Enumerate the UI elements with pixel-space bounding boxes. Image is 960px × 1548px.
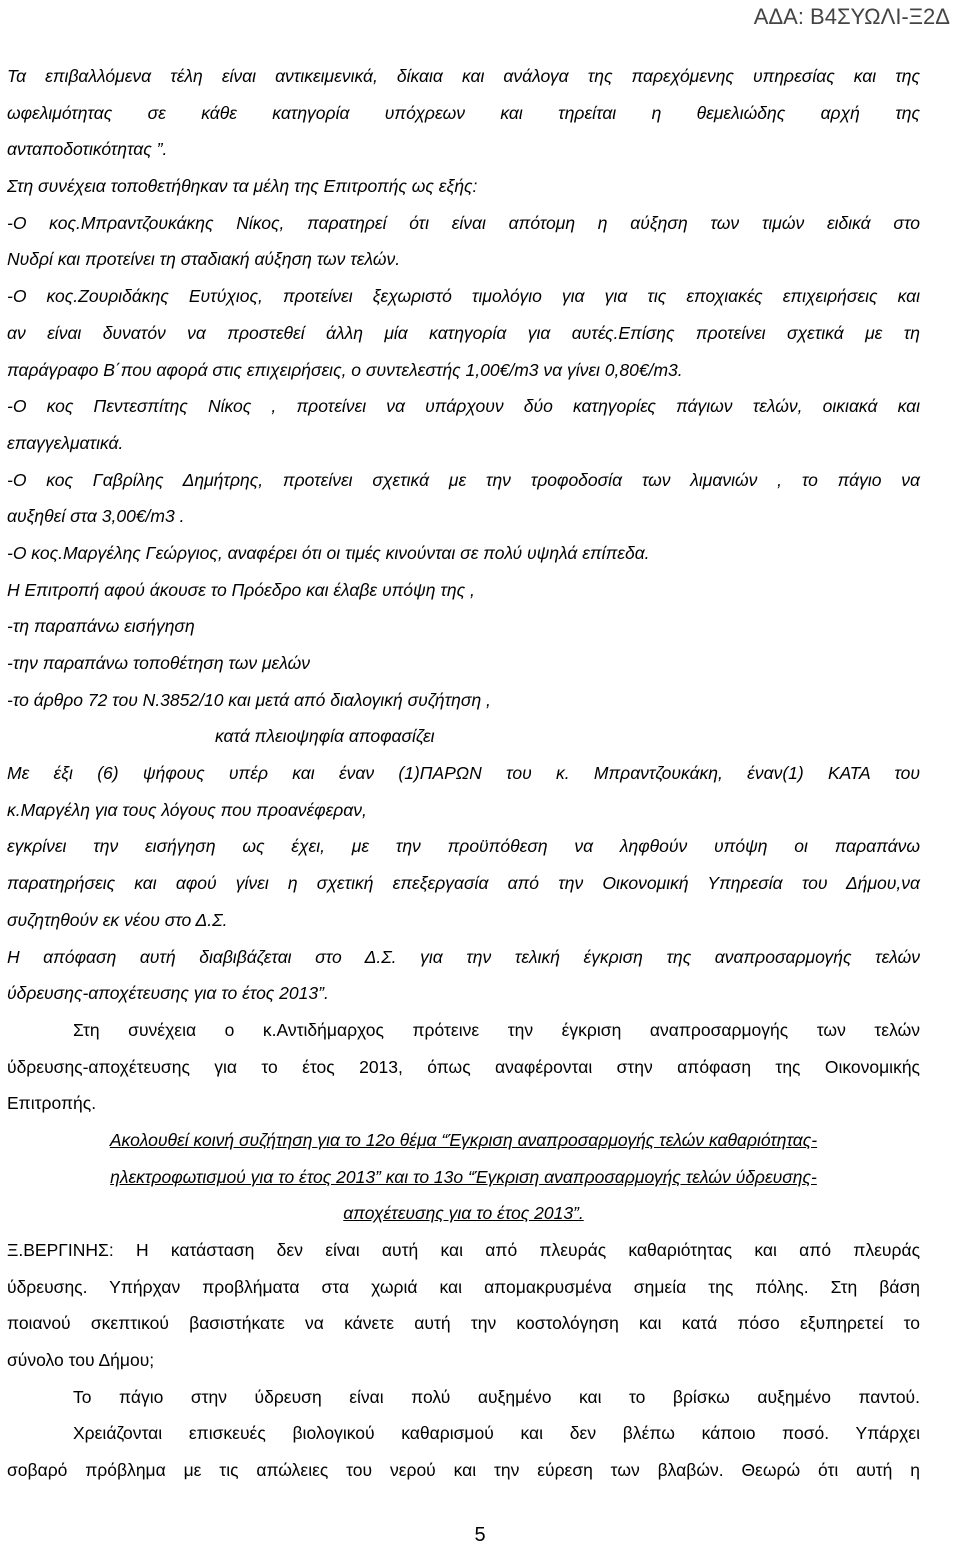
text-line: ύδρευσης. Υπήρχαν προβλήματα στα χωριά και απομακρυσμένα σημεία της πόλης. Στη βάση bbox=[7, 1276, 920, 1297]
text-line: Με έξι (6) ψήφους υπέρ και έναν (1)ΠΑΡΩΝ του κ. Μπραντζουκάκη, έναν(1) ΚΑΤΑ του bbox=[7, 763, 920, 784]
text-line: -Ο κος Γαβρίλης Δημήτρης, προτείνει σχετικά με την τροφοδοσία των λιμανιών , το πάγιο να bbox=[7, 469, 920, 490]
text-line: Η απόφαση αυτή διαβιβάζεται στο Δ.Σ. για την τελική έγκριση της αναπροσαρμογής τελών bbox=[7, 946, 920, 967]
agenda-heading-line: αποχέτευσης για το έτος 2013”. bbox=[343, 1203, 584, 1224]
text-line: Χρειάζονται επισκευές βιολογικού καθαρισμού και δεν βλέπω κάποιο ποσό. Υπάρχει bbox=[73, 1423, 920, 1444]
text-line: συζητηθούν εκ νέου στο Δ.Σ. bbox=[7, 909, 228, 930]
agenda-heading-line: Ακολουθεί κοινή συζήτηση για το 12ο θέμα “Έγκριση αναπροσαρμογής τελών καθαριότητας- bbox=[109, 1129, 818, 1150]
text-line: Νυδρί και προτείνει τη σταδιακή αύξηση των τελών. bbox=[7, 249, 401, 270]
document-body bbox=[7, 58, 920, 1489]
text-line: ύδρευσης-αποχέτευσης για το έτος 2013, όπως αναφέρονται στην απόφαση της Οικονομικής bbox=[7, 1056, 920, 1077]
text-line: -Ο κος.Ζουριδάκης Ευτύχιος, προτείνει ξεχωριστό τιμολόγιο για για τις εποχιακές επιχειρήσεις και bbox=[7, 286, 920, 307]
text-line: -Ο κος.Μπραντζουκάκης Νίκος, παρατηρεί ότι είναι απότομη η αύξηση των τιμών ειδικά στο bbox=[7, 212, 920, 233]
text-line: ωφελιμότητας σε κάθε κατηγορία υπόχρεων και τηρείται η θεμελιώδης αρχή της bbox=[7, 102, 920, 123]
text-line: κ.Μαργέλη για τους λόγους που προανέφεραν, bbox=[7, 799, 367, 820]
text-line: παρατηρήσεις και αφού γίνει η σχετική επεξεργασία από την Οικονομική Υπηρεσία του Δήμου,να bbox=[7, 873, 920, 894]
text-line: ποιανού σκεπτικού βασιστήκατε να κάνετε αυτή την κοστολόγηση και κατά πόσο εξυπηρετεί το bbox=[7, 1313, 920, 1334]
text-line: παράγραφο Β΄που αφορά στις επιχειρήσεις, ο συντελεστής 1,00€/m3 να γίνει 0,80€/m3. bbox=[7, 359, 683, 380]
decision-heading: κατά πλειοψηφία αποφασίζει bbox=[215, 726, 435, 747]
text-line: -Ο κος.Μαργέλης Γεώργιος, αναφέρει ότι οι τιμές κινούνται σε πολύ υψηλά επίπεδα. bbox=[7, 542, 650, 563]
text-line: Τα επιβαλλόμενα τέλη είναι αντικειμενικά, δίκαια και ανάλογα της παρεχόμενης υπηρεσίας και της bbox=[7, 66, 920, 86]
text-line: -Ο κος Πεντεσπίτης Νίκος , προτείνει να υπάρχουν δύο κατηγορίες πάγιων τελών, οικιακά και bbox=[7, 396, 920, 417]
text-line: Το πάγιο στην ύδρευση είναι πολύ αυξημένο και το βρίσκω αυξημένο παντού. bbox=[73, 1386, 920, 1407]
text-line: -το άρθρο 72 του Ν.3852/10 και μετά από διαλογική συζήτηση , bbox=[7, 689, 491, 710]
text-line: σοβαρό πρόβλημα με τις απώλειες του νερού και την εύρεση των βλαβών. Θεωρώ ότι αυτή η bbox=[7, 1460, 920, 1481]
agenda-heading-line: ηλεκτροφωτισμού για το έτος 2013” και το 13ο “Έγκριση αναπροσαρμογής τελών ύδρευσης- bbox=[110, 1166, 817, 1187]
text-line: -τη παραπάνω εισήγηση bbox=[7, 616, 195, 637]
text-line: Επιτροπής. bbox=[7, 1093, 97, 1114]
text-line: επαγγελματικά. bbox=[7, 432, 124, 453]
text-line: αυξηθεί στα 3,00€/m3 . bbox=[7, 506, 185, 527]
text-line: σύνολο του Δήμου; bbox=[7, 1350, 155, 1371]
text-line: αν είναι δυνατόν να προστεθεί άλλη μία κατηγορία για αυτές.Επίσης προτείνει σχετικά με τη bbox=[7, 322, 920, 343]
text-line: Στη συνέχεια τοποθετήθηκαν τα μέλη της Επιτροπής ως εξής: bbox=[7, 176, 478, 197]
text-line: Στη συνέχεια ο κ.Αντιδήμαρχος πρότεινε την έγκριση αναπροσαρμογής των τελών bbox=[73, 1019, 920, 1040]
text-line: Ξ.ΒΕΡΓΙΝΗΣ: Η κατάσταση δεν είναι αυτή και από πλευράς καθαριότητας και από πλευράς bbox=[7, 1240, 920, 1260]
text-line: ύδρευσης-αποχέτευσης για το έτος 2013”. bbox=[7, 983, 329, 1004]
text-line: Η Επιτροπή αφού άκουσε το Πρόεδρο και έλαβε υπόψη της , bbox=[7, 579, 475, 600]
text-line: -την παραπάνω τοποθέτηση των μελών bbox=[7, 653, 310, 673]
text-line: ανταποδοτικότητας ”. bbox=[7, 139, 168, 160]
ada-code-header: ΑΔΑ: Β4ΣΥΩΛΙ-Ξ2Δ bbox=[753, 4, 950, 29]
page-number: 5 bbox=[474, 1524, 486, 1546]
text-line: εγκρίνει την εισήγηση ως έχει, με την προϋπόθεση να ληφθούν υπόψη οι παραπάνω bbox=[7, 836, 920, 857]
